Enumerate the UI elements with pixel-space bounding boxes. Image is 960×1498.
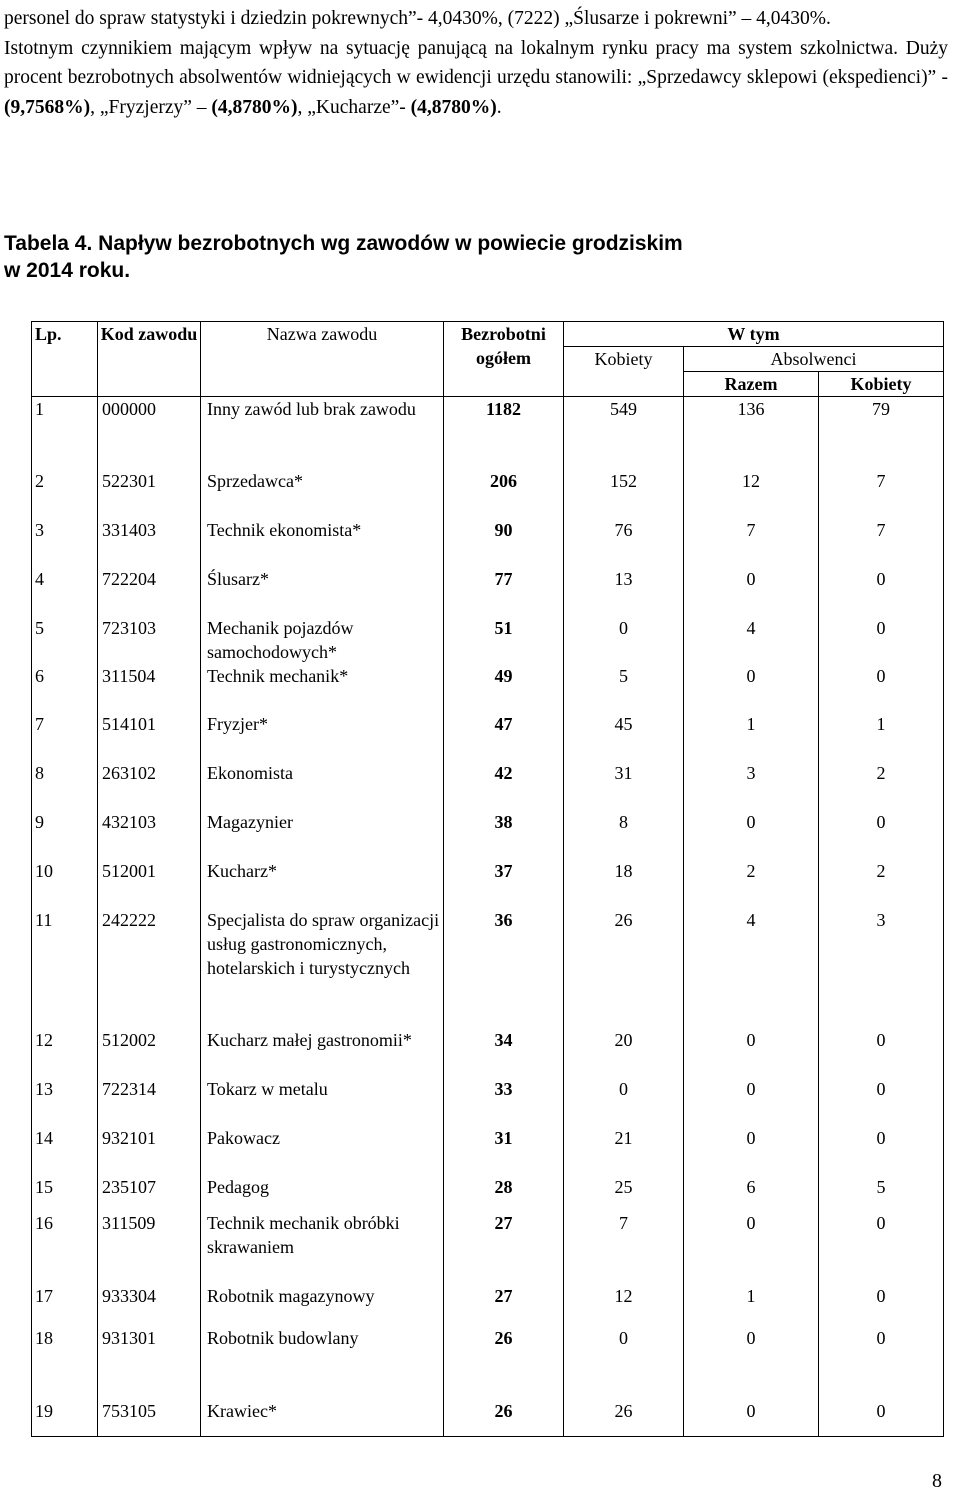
row-ogolem: 51 bbox=[444, 616, 564, 664]
intro-line-3b: , „Fryzjerzy” – bbox=[90, 96, 212, 118]
table-body bbox=[32, 397, 944, 1437]
row-ogolem: 31 bbox=[444, 1126, 564, 1175]
row-abs-kobiety: 2 bbox=[819, 859, 944, 908]
row-abs-razem: 12 bbox=[684, 469, 819, 518]
row-ogolem: 36 bbox=[444, 908, 564, 1028]
row-abs-razem: 0 bbox=[684, 1077, 819, 1126]
table-row bbox=[32, 518, 944, 567]
row-lp: 7 bbox=[32, 712, 98, 761]
row-abs-kobiety: 1 bbox=[819, 712, 944, 761]
row-kod: 753105 bbox=[98, 1399, 201, 1437]
row-kod: 933304 bbox=[98, 1284, 201, 1326]
row-abs-razem: 0 bbox=[684, 664, 819, 712]
row-ogolem: 90 bbox=[444, 518, 564, 567]
row-abs-kobiety: 0 bbox=[819, 664, 944, 712]
data-table bbox=[31, 321, 944, 1437]
row-kobiety: 549 bbox=[564, 397, 684, 469]
row-kobiety: 8 bbox=[564, 810, 684, 859]
row-nazwa: Robotnik magazynowy bbox=[201, 1284, 444, 1326]
row-abs-kobiety: 5 bbox=[819, 1175, 944, 1211]
row-kobiety: 18 bbox=[564, 859, 684, 908]
table-row bbox=[32, 616, 944, 664]
row-ogolem: 77 bbox=[444, 567, 564, 616]
intro-paragraph bbox=[4, 4, 948, 34]
intro-text bbox=[4, 4, 948, 122]
row-kod: 514101 bbox=[98, 712, 201, 761]
row-kod: 000000 bbox=[98, 397, 201, 469]
row-lp: 4 bbox=[32, 567, 98, 616]
intro-line-3a: Duży procent bezrobotnych absolwentów widniejących w ewidencji urzędu stanowili: „Sprzedawcy sklepowi (ekspedienci)” - bbox=[4, 37, 948, 88]
row-abs-razem: 1 bbox=[684, 712, 819, 761]
row-kod: 242222 bbox=[98, 908, 201, 1028]
row-abs-kobiety: 0 bbox=[819, 567, 944, 616]
row-abs-kobiety: 7 bbox=[819, 518, 944, 567]
row-abs-razem: 6 bbox=[684, 1175, 819, 1211]
row-abs-kobiety: 0 bbox=[819, 1028, 944, 1077]
row-abs-razem: 0 bbox=[684, 1028, 819, 1077]
row-abs-kobiety: 0 bbox=[819, 1077, 944, 1126]
row-nazwa: Tokarz w metalu bbox=[201, 1077, 444, 1126]
row-ogolem: 26 bbox=[444, 1326, 564, 1399]
row-kobiety: 45 bbox=[564, 712, 684, 761]
row-ogolem: 38 bbox=[444, 810, 564, 859]
row-abs-razem: 0 bbox=[684, 1126, 819, 1175]
row-abs-razem: 3 bbox=[684, 761, 819, 810]
row-lp: 11 bbox=[32, 908, 98, 1028]
row-nazwa: Pedagog bbox=[201, 1175, 444, 1211]
row-lp: 12 bbox=[32, 1028, 98, 1077]
header-kobiety: Kobiety bbox=[564, 347, 684, 397]
header-lp: Lp. bbox=[32, 322, 98, 397]
row-abs-razem: 0 bbox=[684, 1326, 819, 1399]
row-kod: 932101 bbox=[98, 1126, 201, 1175]
row-nazwa: Kucharz małej gastronomii* bbox=[201, 1028, 444, 1077]
row-kobiety: 31 bbox=[564, 761, 684, 810]
table-row bbox=[32, 1175, 944, 1211]
table-row bbox=[32, 664, 944, 712]
row-abs-kobiety: 2 bbox=[819, 761, 944, 810]
row-nazwa: Fryzjer* bbox=[201, 712, 444, 761]
header-w-tym: W tym bbox=[564, 322, 944, 347]
header-abs-kobiety: Kobiety bbox=[819, 372, 944, 397]
table-row bbox=[32, 1284, 944, 1326]
row-lp: 5 bbox=[32, 616, 98, 664]
row-ogolem: 47 bbox=[444, 712, 564, 761]
row-abs-razem: 0 bbox=[684, 567, 819, 616]
row-ogolem: 34 bbox=[444, 1028, 564, 1077]
row-abs-kobiety: 0 bbox=[819, 616, 944, 664]
row-abs-kobiety: 79 bbox=[819, 397, 944, 469]
row-kobiety: 25 bbox=[564, 1175, 684, 1211]
row-kobiety: 20 bbox=[564, 1028, 684, 1077]
row-kobiety: 0 bbox=[564, 1326, 684, 1399]
row-abs-kobiety: 0 bbox=[819, 1211, 944, 1284]
row-lp: 14 bbox=[32, 1126, 98, 1175]
caption-line-2: w 2014 roku. bbox=[4, 259, 131, 282]
row-abs-razem: 0 bbox=[684, 1399, 819, 1437]
row-ogolem: 27 bbox=[444, 1211, 564, 1284]
row-nazwa: Mechanik pojazdów samochodowych* bbox=[201, 616, 444, 664]
header-nazwa: Nazwa zawodu bbox=[201, 322, 444, 397]
header-kod: Kod zawodu bbox=[98, 322, 201, 397]
row-ogolem: 28 bbox=[444, 1175, 564, 1211]
row-nazwa: Inny zawód lub brak zawodu bbox=[201, 397, 444, 469]
row-nazwa: Krawiec* bbox=[201, 1399, 444, 1437]
row-lp: 13 bbox=[32, 1077, 98, 1126]
row-abs-kobiety: 0 bbox=[819, 1126, 944, 1175]
row-kod: 722314 bbox=[98, 1077, 201, 1126]
percent-kucharze: (4,8780%) bbox=[410, 96, 497, 118]
row-abs-kobiety: 7 bbox=[819, 469, 944, 518]
percent-sprzedawcy: (9,7568%) bbox=[4, 96, 91, 118]
row-abs-kobiety: 0 bbox=[819, 1326, 944, 1399]
row-nazwa: Magazynier bbox=[201, 810, 444, 859]
row-kod: 512002 bbox=[98, 1028, 201, 1077]
row-kod: 331403 bbox=[98, 518, 201, 567]
row-ogolem: 42 bbox=[444, 761, 564, 810]
row-kobiety: 12 bbox=[564, 1284, 684, 1326]
row-kod: 432103 bbox=[98, 810, 201, 859]
row-abs-kobiety: 0 bbox=[819, 1399, 944, 1437]
row-abs-razem: 7 bbox=[684, 518, 819, 567]
row-abs-razem: 2 bbox=[684, 859, 819, 908]
row-kobiety: 21 bbox=[564, 1126, 684, 1175]
row-nazwa: Kucharz* bbox=[201, 859, 444, 908]
caption-line-1: Tabela 4. Napływ bezrobotnych wg zawodów w powiecie grodziskim bbox=[4, 232, 683, 255]
row-lp: 6 bbox=[32, 664, 98, 712]
row-abs-razem: 0 bbox=[684, 810, 819, 859]
row-nazwa: Ekonomista bbox=[201, 761, 444, 810]
row-ogolem: 206 bbox=[444, 469, 564, 518]
row-lp: 8 bbox=[32, 761, 98, 810]
row-kod: 235107 bbox=[98, 1175, 201, 1211]
intro-line-2: Istotnym czynnikiem mającym wpływ na sytuację panującą na lokalnym rynku pracy ma system szkolnictwa. bbox=[4, 37, 898, 59]
row-ogolem: 1182 bbox=[444, 397, 564, 469]
row-lp: 3 bbox=[32, 518, 98, 567]
table-row bbox=[32, 1028, 944, 1077]
row-kod: 311504 bbox=[98, 664, 201, 712]
row-kod: 512001 bbox=[98, 859, 201, 908]
table-row bbox=[32, 1077, 944, 1126]
row-nazwa: Specjalista do spraw organizacji usług gastronomicznych, hotelarskich i turystycznych bbox=[201, 908, 444, 1028]
row-kobiety: 13 bbox=[564, 567, 684, 616]
row-nazwa: Robotnik budowlany bbox=[201, 1326, 444, 1399]
row-nazwa: Technik mechanik* bbox=[201, 664, 444, 712]
row-ogolem: 37 bbox=[444, 859, 564, 908]
header-bezrobotni: Bezrobotni ogółem bbox=[444, 322, 564, 397]
row-abs-razem: 0 bbox=[684, 1211, 819, 1284]
table-caption bbox=[4, 230, 904, 284]
row-kod: 722204 bbox=[98, 567, 201, 616]
row-lp: 1 bbox=[32, 397, 98, 469]
row-nazwa: Technik mechanik obróbki skrawaniem bbox=[201, 1211, 444, 1284]
row-abs-kobiety: 0 bbox=[819, 1284, 944, 1326]
row-kod: 522301 bbox=[98, 469, 201, 518]
row-ogolem: 33 bbox=[444, 1077, 564, 1126]
header-absolwenci: Absolwenci bbox=[684, 347, 944, 372]
row-nazwa: Pakowacz bbox=[201, 1126, 444, 1175]
table-row bbox=[32, 1126, 944, 1175]
row-abs-razem: 136 bbox=[684, 397, 819, 469]
table-row bbox=[32, 712, 944, 761]
row-kobiety: 152 bbox=[564, 469, 684, 518]
row-abs-kobiety: 3 bbox=[819, 908, 944, 1028]
table-row bbox=[32, 567, 944, 616]
row-kobiety: 0 bbox=[564, 1077, 684, 1126]
row-kod: 723103 bbox=[98, 616, 201, 664]
intro-paragraph-2 bbox=[4, 34, 948, 123]
row-nazwa: Sprzedawca* bbox=[201, 469, 444, 518]
row-lp: 9 bbox=[32, 810, 98, 859]
table-row bbox=[32, 761, 944, 810]
row-nazwa: Ślusarz* bbox=[201, 567, 444, 616]
page-number: 8 bbox=[932, 1470, 942, 1492]
row-lp: 17 bbox=[32, 1284, 98, 1326]
table-row bbox=[32, 859, 944, 908]
table-row bbox=[32, 1399, 944, 1437]
intro-line-3-end: . bbox=[496, 96, 502, 118]
row-ogolem: 26 bbox=[444, 1399, 564, 1437]
intro-line-1: personel do spraw statystyki i dziedzin pokrewnych”- 4,0430%, (7222) „Ślusarze i pokrewni” – 4,0430%. bbox=[4, 8, 831, 29]
row-kobiety: 5 bbox=[564, 664, 684, 712]
row-kod: 931301 bbox=[98, 1326, 201, 1399]
row-kobiety: 26 bbox=[564, 1399, 684, 1437]
row-abs-razem: 4 bbox=[684, 616, 819, 664]
row-lp: 16 bbox=[32, 1211, 98, 1284]
row-abs-kobiety: 0 bbox=[819, 810, 944, 859]
row-kod: 311509 bbox=[98, 1211, 201, 1284]
row-lp: 10 bbox=[32, 859, 98, 908]
row-kod: 263102 bbox=[98, 761, 201, 810]
row-lp: 19 bbox=[32, 1399, 98, 1437]
row-ogolem: 27 bbox=[444, 1284, 564, 1326]
header-razem: Razem bbox=[684, 372, 819, 397]
table-row bbox=[32, 1211, 944, 1284]
row-kobiety: 7 bbox=[564, 1211, 684, 1284]
row-kobiety: 76 bbox=[564, 518, 684, 567]
row-abs-razem: 4 bbox=[684, 908, 819, 1028]
row-kobiety: 0 bbox=[564, 616, 684, 664]
row-abs-razem: 1 bbox=[684, 1284, 819, 1326]
table-row bbox=[32, 397, 944, 469]
row-kobiety: 26 bbox=[564, 908, 684, 1028]
row-nazwa: Technik ekonomista* bbox=[201, 518, 444, 567]
table-row bbox=[32, 908, 944, 1028]
table-row bbox=[32, 810, 944, 859]
intro-line-3c: , „Kucharze”- bbox=[297, 96, 411, 118]
row-lp: 15 bbox=[32, 1175, 98, 1211]
row-ogolem: 49 bbox=[444, 664, 564, 712]
row-lp: 18 bbox=[32, 1326, 98, 1399]
table-row bbox=[32, 469, 944, 518]
percent-fryzjerzy: (4,8780%) bbox=[211, 96, 298, 118]
row-lp: 2 bbox=[32, 469, 98, 518]
table-row bbox=[32, 1326, 944, 1399]
